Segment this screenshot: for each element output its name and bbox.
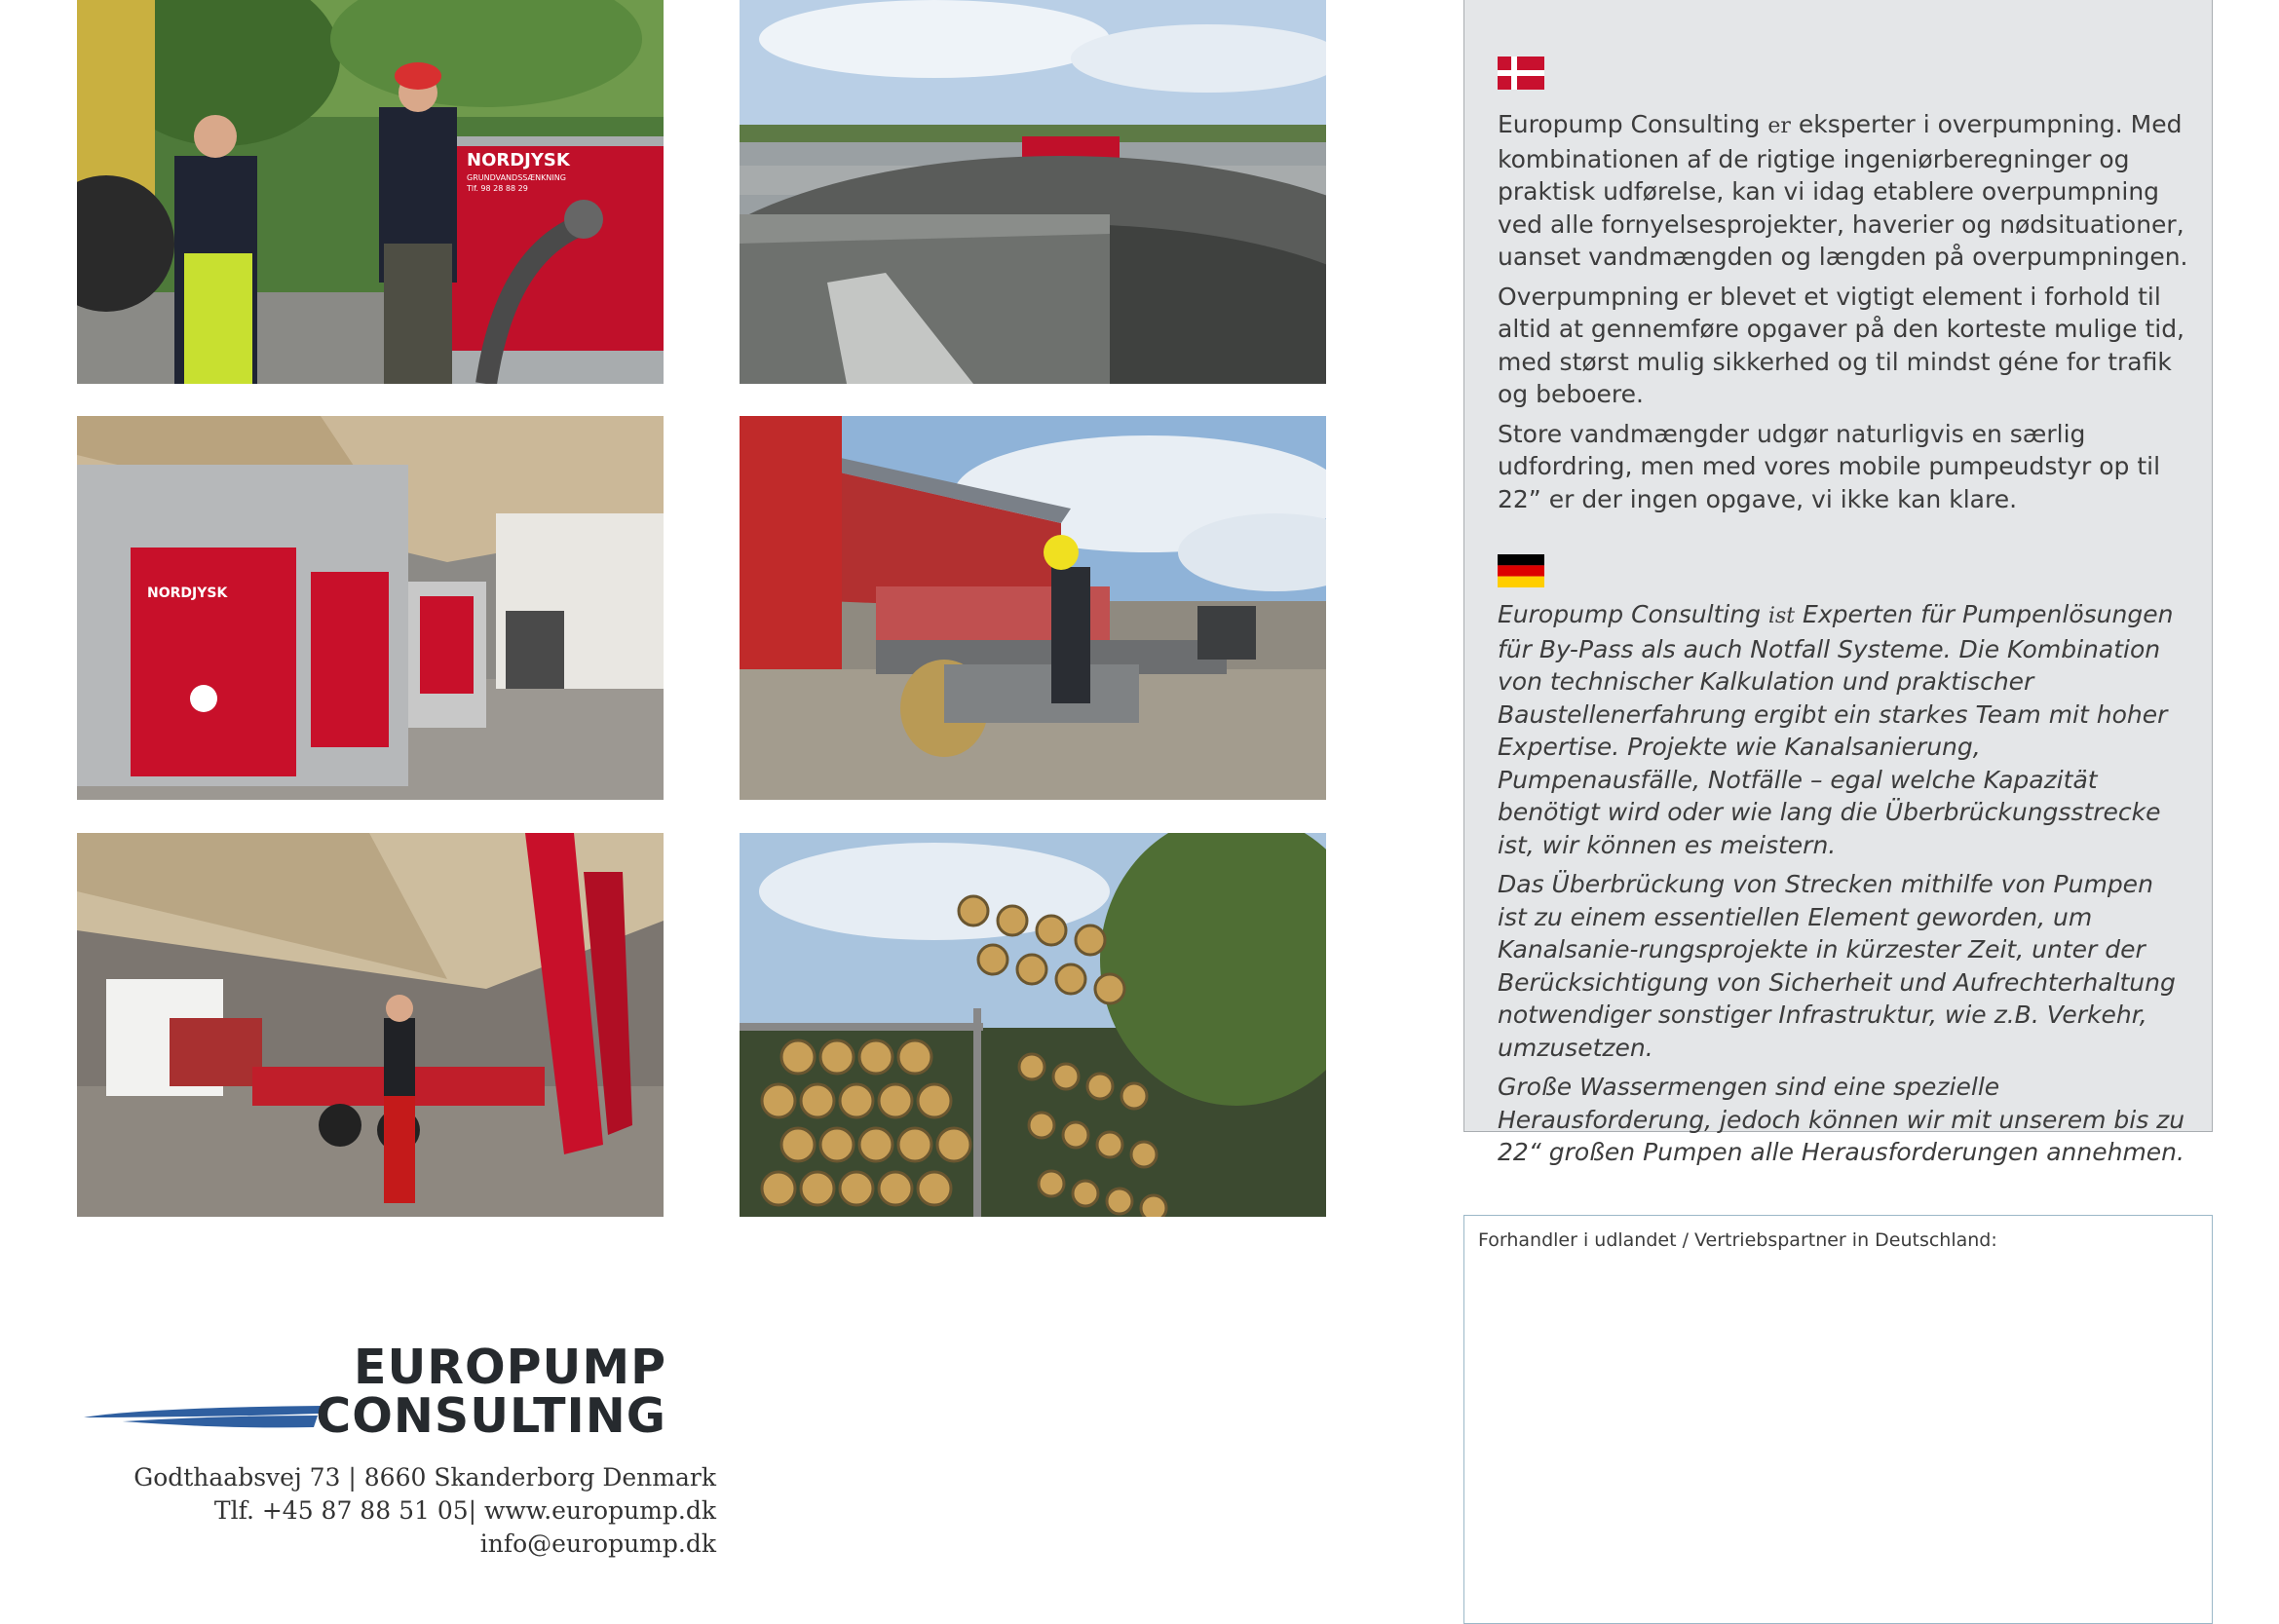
dealer-box — [1463, 1215, 2213, 1624]
danish-text — [1498, 108, 2189, 522]
company-logo — [84, 1340, 668, 1444]
photo-treatment-basin — [740, 0, 1326, 384]
email-line: info@europump.dk — [479, 1530, 716, 1558]
dealer-label: Forhandler i udlandet / Vertriebspartner in Deutschland: — [1478, 1229, 1997, 1251]
pump-sign-text: NORDJYSK — [467, 150, 570, 170]
address-line: Godthaabsvej 73 | 8660 Skanderborg Denmark — [133, 1463, 716, 1492]
pump-sign-sub: GRUNDVANDSSÆNKNING — [467, 173, 566, 182]
german-paragraph-3: Große Wassermengen sind eine spezielle Herausforderung, jedoch können wir mit unserem bis zu 22“ großen Pumpen alle Herausforderungen annehmen. — [1498, 1073, 2185, 1166]
logo-text-line1: EUROPUMP — [353, 1340, 666, 1395]
hall-sign-text: NORDJYSK — [147, 585, 228, 601]
german-flag-icon — [1498, 554, 1544, 587]
logo-wave-icon — [84, 1396, 323, 1431]
danish-paragraph-2: Overpumpning er blevet et vigtigt element i forhold til altid at gennemføre opgaver på den korteste mulige tid, med størst mulig sikkerhed og til mindst géne for trafik og beboere. — [1498, 282, 2185, 408]
german-paragraph-1: Europump Consulting ist Experten für Pumpenlösungen für By-Pass als auch Notfall Systeme. Die Kombination von technischer Kalkulation und praktischer Baustellenerfahrung ergibt ein starkes Team mit hoher Expertise. Projekte wie Kanalsanierung, Pumpenausfälle, Notfälle – egal welche Kapazität benötigt wird oder wie lang die Überbrückungsstrecke ist, wir können es meistern. — [1498, 600, 2174, 859]
photo-lowloader-hall — [77, 833, 664, 1217]
danish-flag-icon — [1498, 57, 1544, 90]
logo-text-line2: CONSULTING — [316, 1388, 666, 1444]
company-address — [133, 1461, 716, 1561]
info-box — [1463, 0, 2213, 1166]
danish-paragraph-1: Europump Consulting er eksperter i overpumpning. Med kombinationen af de rigtige ingeniørberegninger og praktisk udførelse, kan vi idag etablere overpumpning ved alle fornyelsesprojekter, haverier og nødsituationer, uanset vandmængden og længden på overpumpningen. — [1498, 110, 2188, 271]
photo-pipe-stacks — [740, 833, 1326, 1217]
german-paragraph-2: Das Überbrückung von Strecken mithilfe von Pumpen ist zu einem essentiellen Element geworden, um Kanalsanie-rungsprojekte in kürzester Zeit, unter der Berücksichtigung von Sicherheit und Aufrechterhaltung notwendiger sonstiger Infrastruktur, wie z.B. Verkehr, umzusetzen. — [1498, 870, 2176, 1062]
contact-line: Tlf. +45 87 88 51 05| www.europump.dk — [213, 1496, 716, 1525]
german-text — [1498, 598, 2189, 1176]
photo-pump-hall — [77, 416, 664, 800]
pump-sign-phone: Tlf. 98 28 88 29 — [467, 184, 528, 193]
photo-workers-pump-unit — [77, 0, 664, 384]
danish-paragraph-3: Store vandmængder udgør naturligvis en særlig udfordring, men med vores mobile pumpeudstyr op til 22” er der ingen opgave, vi ikke kan klare. — [1498, 419, 2161, 513]
photo-worker-pipes-yard — [740, 416, 1326, 800]
